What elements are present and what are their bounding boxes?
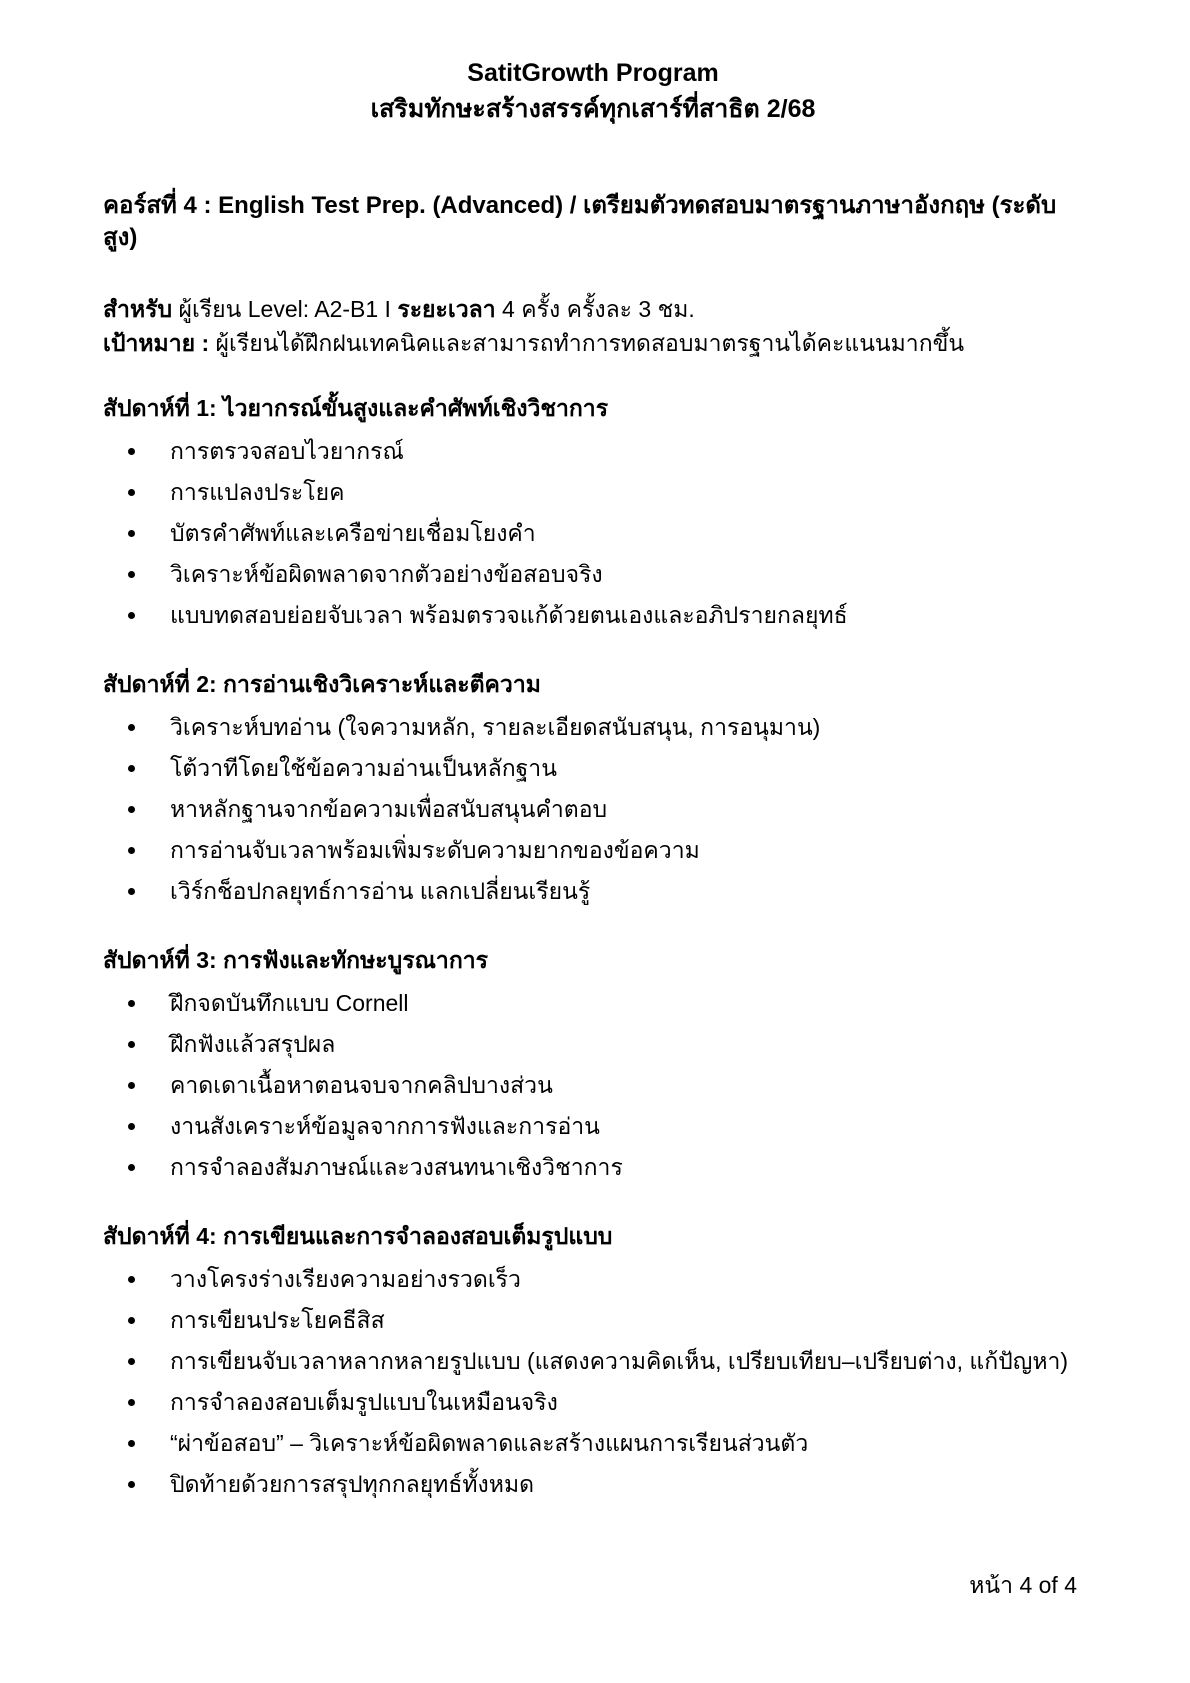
list-item-text: การจำลองสอบเต็มรูปแบบในเหมือนจริง <box>170 1389 558 1415</box>
list-item-text: แบบทดสอบย่อยจับเวลา พร้อมตรวจแก้ด้วยตนเองและอภิปรายกลยุทธ์ <box>170 602 848 628</box>
list-item-text: ฝึกฟังแล้วสรุปผล <box>170 1031 336 1057</box>
bullet-icon <box>128 1423 170 1464</box>
week-heading: สัปดาห์ที่ 4: การเขียนและการจำลองสอบเต็มรูปแบบ <box>103 1223 613 1249</box>
course-content <box>103 190 1083 1505</box>
course-heading: คอร์สที่ 4 : English Test Prep. (Advanced) / เตรียมตัวทดสอบมาตรฐานภาษาอังกฤษ (ระดับสูง) <box>103 192 1057 251</box>
list-item <box>103 595 1083 636</box>
list-item <box>103 789 1083 830</box>
list-item-text: หาหลักฐานจากข้อความเพื่อสนับสนุนคำตอบ <box>170 796 608 822</box>
bullet-icon <box>128 871 170 912</box>
list-item <box>103 1464 1083 1505</box>
bullet-icon <box>128 1464 170 1505</box>
list-item-text: วิเคราะห์บทอ่าน (ใจความหลัก, รายละเอียดสนับสนุน, การอนุมาน) <box>170 714 821 740</box>
bullet-icon <box>128 983 170 1024</box>
bullet-icon <box>128 1024 170 1065</box>
list-item-text: วิเคราะห์ข้อผิดพลาดจากตัวอย่างข้อสอบจริง <box>170 561 603 587</box>
list-item <box>103 1147 1083 1188</box>
list-item <box>103 1065 1083 1106</box>
course-goal-line <box>103 326 1083 360</box>
bullet-icon <box>128 1341 170 1382</box>
bullet-icon <box>128 1259 170 1300</box>
list-item <box>103 1106 1083 1147</box>
bullet-icon <box>128 1065 170 1106</box>
list-item-text: เวิร์กช็อปกลยุทธ์การอ่าน แลกเปลี่ยนเรียนรู้ <box>170 878 591 904</box>
bullet-icon <box>128 554 170 595</box>
goal-text: ผู้เรียนได้ฝึกฝนเทคนิคและสามารถทำการทดสอบมาตรฐานได้คะแนนมากขึ้น <box>209 330 965 356</box>
list-item <box>103 1341 1083 1382</box>
bullet-icon <box>128 830 170 871</box>
bullet-icon <box>128 748 170 789</box>
bullet-icon <box>128 707 170 748</box>
bullet-icon <box>128 431 170 472</box>
list-item <box>103 707 1083 748</box>
bullet-icon <box>128 1382 170 1423</box>
list-item-text: การตรวจสอบไวยากรณ์ <box>170 438 404 464</box>
list-item <box>103 748 1083 789</box>
week-section-4 <box>103 1221 1083 1505</box>
bullet-icon <box>128 595 170 636</box>
week-heading: สัปดาห์ที่ 1: ไวยากรณ์ขั้นสูงและคำศัพท์เชิงวิชาการ <box>103 395 609 421</box>
week-list <box>103 983 1083 1188</box>
list-item <box>103 1423 1083 1464</box>
list-item <box>103 472 1083 513</box>
list-item-text: การเขียนประโยคธีสิส <box>170 1307 385 1333</box>
audience-text: ผู้เรียน Level: A2-B1 I <box>172 296 398 322</box>
course-meta <box>103 292 1083 360</box>
bullet-icon <box>128 472 170 513</box>
bullet-icon <box>128 1106 170 1147</box>
list-item-text: ปิดท้ายด้วยการสรุปทุกกลยุทธ์ทั้งหมด <box>170 1471 535 1497</box>
week-section-3 <box>103 945 1083 1188</box>
week-list <box>103 431 1083 636</box>
list-item <box>103 1382 1083 1423</box>
goal-label: เป้าหมาย : <box>103 330 210 356</box>
list-item <box>103 431 1083 472</box>
week-list <box>103 707 1083 912</box>
week-list <box>103 1259 1083 1505</box>
duration-text: 4 ครั้ง ครั้งละ 3 ชม. <box>495 296 695 322</box>
list-item-text: บัตรคำศัพท์และเครือข่ายเชื่อมโยงคำ <box>170 520 536 546</box>
list-item-text: ฝึกจดบันทึกแบบ Cornell <box>170 990 409 1016</box>
course-audience-line <box>103 292 1083 326</box>
page-number: หน้า 4 of 4 <box>969 1572 1077 1598</box>
bullet-icon <box>128 1300 170 1341</box>
list-item-text: “ผ่าข้อสอบ” – วิเคราะห์ข้อผิดพลาดและสร้างแผนการเรียนส่วนตัว <box>170 1430 809 1456</box>
week-heading: สัปดาห์ที่ 2: การอ่านเชิงวิเคราะห์และตีความ <box>103 671 541 697</box>
list-item <box>103 1259 1083 1300</box>
list-item-text: โต้วาทีโดยใช้ข้อความอ่านเป็นหลักฐาน <box>170 755 557 781</box>
program-subtitle: เสริมทักษะสร้างสรรค์ทุกเสาร์ที่สาธิต 2/68 <box>370 95 816 123</box>
program-title: SatitGrowth Program <box>467 59 719 87</box>
bullet-icon <box>128 789 170 830</box>
list-item <box>103 871 1083 912</box>
list-item-text: การเขียนจับเวลาหลากหลายรูปแบบ (แสดงความคิดเห็น, เปรียบเทียบ–เปรียบต่าง, แก้ปัญหา) <box>170 1348 1069 1374</box>
audience-label: สำหรับ <box>103 296 173 322</box>
duration-label: ระยะเวลา <box>397 296 496 322</box>
bullet-icon <box>128 1147 170 1188</box>
list-item-text: การแปลงประโยค <box>170 479 345 505</box>
list-item <box>103 1300 1083 1341</box>
list-item <box>103 513 1083 554</box>
list-item-text: วางโครงร่างเรียงความอย่างรวดเร็ว <box>170 1266 521 1292</box>
week-heading: สัปดาห์ที่ 3: การฟังและทักษะบูรณาการ <box>103 947 489 973</box>
bullet-icon <box>128 513 170 554</box>
list-item <box>103 983 1083 1024</box>
list-item <box>103 830 1083 871</box>
list-item <box>103 554 1083 595</box>
list-item-text: คาดเดาเนื้อหาตอนจบจากคลิปบางส่วน <box>170 1072 553 1098</box>
list-item-text: งานสังเคราะห์ข้อมูลจากการฟังและการอ่าน <box>170 1113 600 1139</box>
week-section-1 <box>103 393 1083 636</box>
document-header <box>103 56 1083 128</box>
list-item-text: การจำลองสัมภาษณ์และวงสนทนาเชิงวิชาการ <box>170 1154 623 1180</box>
list-item-text: การอ่านจับเวลาพร้อมเพิ่มระดับความยากของข้อความ <box>170 837 700 863</box>
list-item <box>103 1024 1083 1065</box>
week-section-2 <box>103 669 1083 912</box>
